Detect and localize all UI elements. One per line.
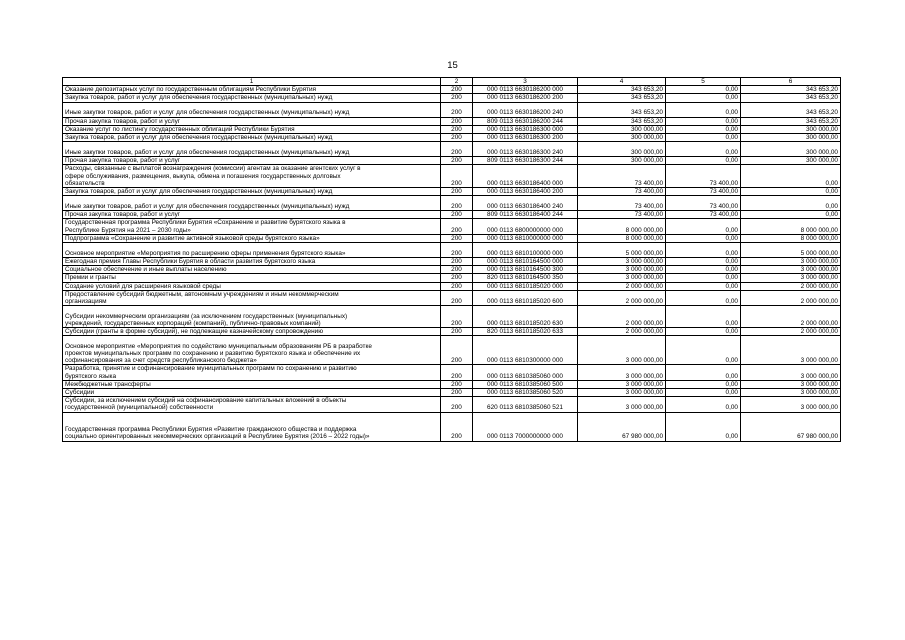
row-amount-col4: 2 000 000,00 bbox=[578, 328, 666, 336]
table-row bbox=[63, 290, 841, 305]
row-classification: 000 0113 6810185020 000 bbox=[473, 282, 578, 290]
row-amount-col5: 0,00 bbox=[666, 102, 741, 117]
row-amount-col6: 3 000 000,00 bbox=[741, 336, 841, 365]
row-code: 200 bbox=[441, 306, 473, 328]
table-row bbox=[63, 142, 841, 157]
row-amount-col4: 73 400,00 bbox=[578, 188, 666, 196]
row-name: Субсидии некоммерческим организациям (за исключением государственных (муниципальных) учреждений, государственных корпораций (компаний), публично-правовых компаний) bbox=[63, 306, 441, 328]
table-row bbox=[63, 219, 841, 234]
column-header-6: 6 bbox=[741, 78, 841, 86]
row-amount-col5: 0,00 bbox=[666, 86, 741, 94]
row-amount-col5: 73 400,00 bbox=[666, 188, 741, 196]
row-amount-col5: 0,00 bbox=[666, 125, 741, 133]
row-name: Прочая закупка товаров, работ и услуг bbox=[63, 157, 441, 165]
row-amount-col4: 3 000 000,00 bbox=[578, 389, 666, 397]
row-name: Оказание услуг по листингу государственных облигаций Республики Бурятия bbox=[63, 125, 441, 133]
row-classification: 000 0113 6810300000 000 bbox=[473, 336, 578, 365]
row-name: Основное мероприятие «Мероприятия по расширению сферы применения бурятского языка» bbox=[63, 243, 441, 258]
table-row bbox=[63, 165, 841, 188]
row-name: Иные закупки товаров, работ и услуг для обеспечения государственных (муниципальных) нужд bbox=[63, 102, 441, 117]
table-row bbox=[63, 86, 841, 94]
row-classification: 000 0113 6810164500 300 bbox=[473, 266, 578, 274]
row-amount-col4: 8 000 000,00 bbox=[578, 234, 666, 242]
row-amount-col5: 0,00 bbox=[666, 328, 741, 336]
table-row bbox=[63, 188, 841, 196]
column-header-3: 3 bbox=[473, 78, 578, 86]
row-amount-col5: 0,00 bbox=[666, 290, 741, 305]
row-amount-col5: 0,00 bbox=[666, 157, 741, 165]
row-amount-col6: 343 653,20 bbox=[741, 117, 841, 125]
table-row bbox=[63, 258, 841, 266]
row-amount-col5: 0,00 bbox=[666, 389, 741, 397]
row-code: 200 bbox=[441, 258, 473, 266]
table-row bbox=[63, 196, 841, 211]
row-name: Закупка товаров, работ и услуг для обеспечения государственных (муниципальных) нужд bbox=[63, 94, 441, 102]
row-name: Социальное обеспечение и иные выплаты населению bbox=[63, 266, 441, 274]
table-row bbox=[63, 306, 841, 328]
row-amount-col6: 3 000 000,00 bbox=[741, 397, 841, 412]
row-code: 200 bbox=[441, 165, 473, 188]
row-amount-col4: 8 000 000,00 bbox=[578, 219, 666, 234]
row-name: Субсидии, за исключением субсидий на софинансирование капитальных вложений в объекты государственной (муниципальной) собственности bbox=[63, 397, 441, 412]
row-amount-col5: 0,00 bbox=[666, 266, 741, 274]
row-name: Государственная программа Республики Бурятия «Сохранение и развитие бурятского языка в Республике Бурятия на 2021 – 2030 годы» bbox=[63, 219, 441, 234]
row-classification: 820 0113 6810164500 350 bbox=[473, 274, 578, 282]
row-classification: 000 0113 6630186300 000 bbox=[473, 125, 578, 133]
column-header-4: 4 bbox=[578, 78, 666, 86]
row-code: 200 bbox=[441, 328, 473, 336]
row-classification: 000 0113 6630186200 000 bbox=[473, 86, 578, 94]
row-code: 200 bbox=[441, 397, 473, 412]
row-code: 200 bbox=[441, 142, 473, 157]
row-classification: 809 0113 6630186400 244 bbox=[473, 211, 578, 219]
row-classification: 809 0113 6630186300 244 bbox=[473, 157, 578, 165]
row-code: 200 bbox=[441, 157, 473, 165]
row-amount-col5: 0,00 bbox=[666, 306, 741, 328]
table-row bbox=[63, 157, 841, 165]
row-amount-col5: 73 400,00 bbox=[666, 165, 741, 188]
row-amount-col6: 8 000 000,00 bbox=[741, 234, 841, 242]
table-row bbox=[63, 211, 841, 219]
row-amount-col6: 2 000 000,00 bbox=[741, 306, 841, 328]
row-amount-col6: 300 000,00 bbox=[741, 125, 841, 133]
table-row bbox=[63, 134, 841, 142]
row-code: 200 bbox=[441, 234, 473, 242]
row-amount-col4: 300 000,00 bbox=[578, 142, 666, 157]
row-amount-col4: 343 653,20 bbox=[578, 117, 666, 125]
row-code: 200 bbox=[441, 380, 473, 388]
row-amount-col6: 0,00 bbox=[741, 188, 841, 196]
row-amount-col4: 2 000 000,00 bbox=[578, 306, 666, 328]
row-amount-col6: 343 653,20 bbox=[741, 86, 841, 94]
table-header-row bbox=[63, 78, 841, 86]
row-amount-col4: 343 653,20 bbox=[578, 94, 666, 102]
row-name: Закупка товаров, работ и услуг для обеспечения государственных (муниципальных) нужд bbox=[63, 188, 441, 196]
row-amount-col6: 300 000,00 bbox=[741, 157, 841, 165]
table-row bbox=[63, 282, 841, 290]
row-amount-col5: 0,00 bbox=[666, 258, 741, 266]
row-name: Разработка, принятие и софинансирование муниципальных программ по сохранению и развитию бурятского языка bbox=[63, 365, 441, 380]
row-amount-col4: 3 000 000,00 bbox=[578, 258, 666, 266]
row-amount-col5: 0,00 bbox=[666, 94, 741, 102]
row-amount-col5: 0,00 bbox=[666, 380, 741, 388]
row-name: Подпрограмма «Сохранение и развитие активной языковой среды бурятского языка» bbox=[63, 234, 441, 242]
row-amount-col6: 3 000 000,00 bbox=[741, 266, 841, 274]
row-amount-col6: 0,00 bbox=[741, 211, 841, 219]
table-row bbox=[63, 102, 841, 117]
row-amount-col4: 5 000 000,00 bbox=[578, 243, 666, 258]
table-row bbox=[63, 397, 841, 412]
row-code: 200 bbox=[441, 282, 473, 290]
row-amount-col4: 73 400,00 bbox=[578, 211, 666, 219]
row-name: Субсидии bbox=[63, 389, 441, 397]
row-amount-col6: 3 000 000,00 bbox=[741, 274, 841, 282]
row-classification: 000 0113 6810000000 000 bbox=[473, 234, 578, 242]
row-amount-col6: 3 000 000,00 bbox=[741, 389, 841, 397]
row-name: Межбюджетные трансферты bbox=[63, 380, 441, 388]
row-code: 200 bbox=[441, 125, 473, 133]
row-amount-col6: 300 000,00 bbox=[741, 142, 841, 157]
row-amount-col5: 73 400,00 bbox=[666, 196, 741, 211]
row-code: 200 bbox=[441, 365, 473, 380]
column-header-2: 2 bbox=[441, 78, 473, 86]
column-header-5: 5 bbox=[666, 78, 741, 86]
row-amount-col5: 0,00 bbox=[666, 282, 741, 290]
row-amount-col6: 3 000 000,00 bbox=[741, 380, 841, 388]
row-classification: 000 0113 6810185020 600 bbox=[473, 290, 578, 305]
row-amount-col6: 8 000 000,00 bbox=[741, 219, 841, 234]
row-amount-col4: 73 400,00 bbox=[578, 196, 666, 211]
row-amount-col4: 300 000,00 bbox=[578, 125, 666, 133]
row-amount-col4: 3 000 000,00 bbox=[578, 397, 666, 412]
row-classification: 000 0113 6630186400 200 bbox=[473, 188, 578, 196]
row-code: 200 bbox=[441, 102, 473, 117]
row-name: Закупка товаров, работ и услуг для обеспечения государственных (муниципальных) нужд bbox=[63, 134, 441, 142]
row-amount-col4: 3 000 000,00 bbox=[578, 274, 666, 282]
row-amount-col5: 0,00 bbox=[666, 397, 741, 412]
row-amount-col6: 0,00 bbox=[741, 165, 841, 188]
row-amount-col6: 300 000,00 bbox=[741, 134, 841, 142]
table-row bbox=[63, 412, 841, 441]
row-code: 200 bbox=[441, 266, 473, 274]
row-name: Расходы, связанные с выплатой вознаграждения (комиссии) агентам за оказание агентских услуг в сфере обслуживания, размещения, выкупа, обмена и погашения государственных долговых обязательств bbox=[63, 165, 441, 188]
row-amount-col5: 0,00 bbox=[666, 117, 741, 125]
row-amount-col5: 0,00 bbox=[666, 142, 741, 157]
row-code: 200 bbox=[441, 219, 473, 234]
row-amount-col4: 343 653,20 bbox=[578, 102, 666, 117]
row-amount-col5: 0,00 bbox=[666, 219, 741, 234]
row-code: 200 bbox=[441, 389, 473, 397]
row-classification: 000 0113 6630186200 200 bbox=[473, 94, 578, 102]
row-amount-col4: 3 000 000,00 bbox=[578, 365, 666, 380]
row-name: Оказание депозитарных услуг по государственным облигациям Республики Бурятия bbox=[63, 86, 441, 94]
row-name: Прочая закупка товаров, работ и услуг bbox=[63, 211, 441, 219]
row-amount-col4: 343 653,20 bbox=[578, 86, 666, 94]
row-code: 200 bbox=[441, 134, 473, 142]
row-amount-col4: 67 980 000,00 bbox=[578, 412, 666, 441]
page-number: 15 bbox=[447, 60, 458, 71]
row-classification: 000 0113 6810164500 000 bbox=[473, 258, 578, 266]
row-amount-col5: 0,00 bbox=[666, 234, 741, 242]
table-row bbox=[63, 328, 841, 336]
row-amount-col4: 3 000 000,00 bbox=[578, 266, 666, 274]
row-name: Иные закупки товаров, работ и услуг для обеспечения государственных (муниципальных) нужд bbox=[63, 196, 441, 211]
row-amount-col6: 2 000 000,00 bbox=[741, 290, 841, 305]
row-classification: 000 0113 6630186400 240 bbox=[473, 196, 578, 211]
row-name: Ежегодная премия Главы Республики Бурятия в области развития бурятского языка bbox=[63, 258, 441, 266]
table-row bbox=[63, 274, 841, 282]
table-row bbox=[63, 125, 841, 133]
row-code: 200 bbox=[441, 336, 473, 365]
table-row bbox=[63, 243, 841, 258]
row-code: 200 bbox=[441, 412, 473, 441]
row-amount-col5: 0,00 bbox=[666, 274, 741, 282]
table-row bbox=[63, 336, 841, 365]
row-classification: 000 0113 6810100000 000 bbox=[473, 243, 578, 258]
table-row bbox=[63, 234, 841, 242]
row-amount-col6: 2 000 000,00 bbox=[741, 328, 841, 336]
column-header-1: 1 bbox=[63, 78, 441, 86]
row-name: Предоставление субсидий бюджетным, автономным учреждениям и иным некоммерческим организациям bbox=[63, 290, 441, 305]
row-name: Государственная программа Республики Бурятия «Развитие гражданского общества и поддержка социально ориентированных некоммерческих организаций в Республике Бурятия (2016 – 2022 годы)» bbox=[63, 412, 441, 441]
row-classification: 000 0113 6810385060 520 bbox=[473, 389, 578, 397]
row-classification: 000 0113 6630186400 000 bbox=[473, 165, 578, 188]
row-name: Субсидии (гранты в форме субсидий), не подлежащие казначейскому сопровождению bbox=[63, 328, 441, 336]
row-name: Создание условий для расширения языковой среды bbox=[63, 282, 441, 290]
row-amount-col4: 300 000,00 bbox=[578, 134, 666, 142]
row-classification: 000 0113 6630186300 200 bbox=[473, 134, 578, 142]
row-classification: 000 0113 6630186300 240 bbox=[473, 142, 578, 157]
row-code: 200 bbox=[441, 188, 473, 196]
row-amount-col5: 0,00 bbox=[666, 134, 741, 142]
row-amount-col5: 0,00 bbox=[666, 412, 741, 441]
row-amount-col6: 0,00 bbox=[741, 196, 841, 211]
row-amount-col5: 73 400,00 bbox=[666, 211, 741, 219]
row-classification: 000 0113 6800000000 000 bbox=[473, 219, 578, 234]
table-row bbox=[63, 94, 841, 102]
row-classification: 000 0113 6810385060 500 bbox=[473, 380, 578, 388]
row-name: Премии и гранты bbox=[63, 274, 441, 282]
row-amount-col6: 2 000 000,00 bbox=[741, 282, 841, 290]
row-name: Основное мероприятие «Мероприятия по содействию муниципальным образованиям РБ в разработке проектов муниципальных программ по сохранению и развитию бурятского языка и обеспечение их софинансирования за счет средств республиканского бюджета» bbox=[63, 336, 441, 365]
row-amount-col5: 0,00 bbox=[666, 336, 741, 365]
row-classification: 620 0113 6810385060 521 bbox=[473, 397, 578, 412]
row-amount-col6: 343 653,20 bbox=[741, 102, 841, 117]
row-amount-col6: 5 000 000,00 bbox=[741, 243, 841, 258]
table-row bbox=[63, 380, 841, 388]
row-amount-col5: 0,00 bbox=[666, 365, 741, 380]
row-amount-col4: 300 000,00 bbox=[578, 157, 666, 165]
row-code: 200 bbox=[441, 274, 473, 282]
table-body bbox=[63, 86, 841, 441]
row-amount-col4: 3 000 000,00 bbox=[578, 380, 666, 388]
row-code: 200 bbox=[441, 211, 473, 219]
row-amount-col6: 67 980 000,00 bbox=[741, 412, 841, 441]
row-code: 200 bbox=[441, 290, 473, 305]
row-amount-col6: 3 000 000,00 bbox=[741, 258, 841, 266]
row-code: 200 bbox=[441, 94, 473, 102]
row-amount-col6: 343 653,20 bbox=[741, 94, 841, 102]
row-classification: 809 0113 6630186200 244 bbox=[473, 117, 578, 125]
table-row bbox=[63, 389, 841, 397]
row-classification: 820 0113 6810185020 633 bbox=[473, 328, 578, 336]
table-row bbox=[63, 117, 841, 125]
row-amount-col6: 3 000 000,00 bbox=[741, 365, 841, 380]
row-classification: 000 0113 6630186200 240 bbox=[473, 102, 578, 117]
budget-table bbox=[62, 77, 841, 442]
row-name: Иные закупки товаров, работ и услуг для обеспечения государственных (муниципальных) нужд bbox=[63, 142, 441, 157]
row-amount-col4: 2 000 000,00 bbox=[578, 282, 666, 290]
row-code: 200 bbox=[441, 117, 473, 125]
row-code: 200 bbox=[441, 86, 473, 94]
row-classification: 000 0113 6810385060 000 bbox=[473, 365, 578, 380]
row-amount-col4: 2 000 000,00 bbox=[578, 290, 666, 305]
row-classification: 000 0113 7000000000 000 bbox=[473, 412, 578, 441]
row-amount-col4: 3 000 000,00 bbox=[578, 336, 666, 365]
table-row bbox=[63, 266, 841, 274]
row-code: 200 bbox=[441, 196, 473, 211]
row-classification: 000 0113 6810185020 630 bbox=[473, 306, 578, 328]
row-code: 200 bbox=[441, 243, 473, 258]
row-amount-col5: 0,00 bbox=[666, 243, 741, 258]
row-name: Прочая закупка товаров, работ и услуг bbox=[63, 117, 441, 125]
row-amount-col4: 73 400,00 bbox=[578, 165, 666, 188]
table-row bbox=[63, 365, 841, 380]
